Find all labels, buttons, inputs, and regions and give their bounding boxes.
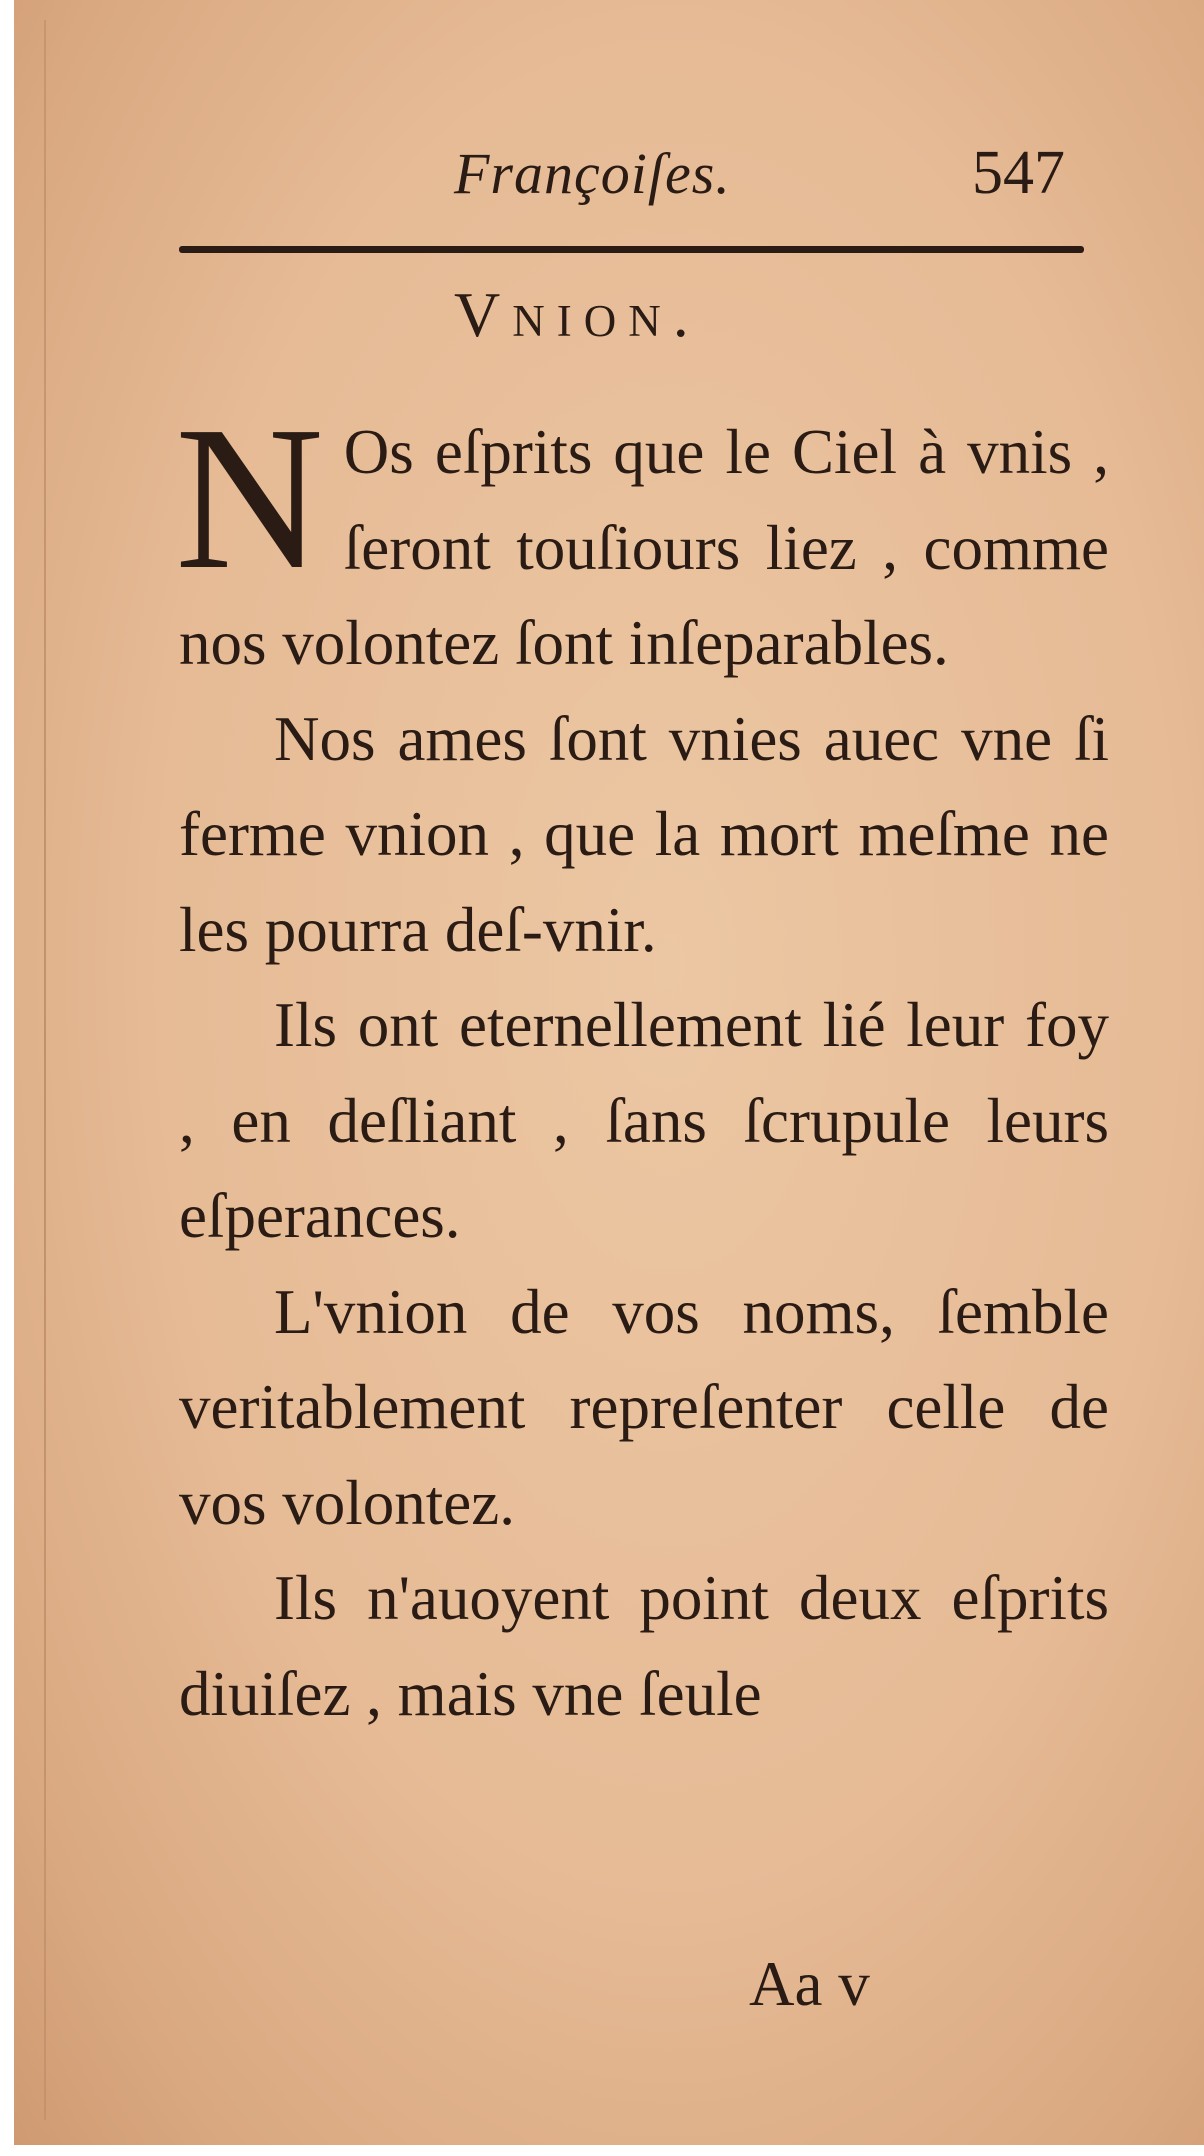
header-rule xyxy=(179,246,1084,253)
page-number: 547 xyxy=(972,139,1065,207)
paragraph-1-text: Os eſprits que le Ciel à vnis , ſeront touſiours liez , comme nos volontez ſont inſeparables. xyxy=(179,417,1109,678)
gutter-edge xyxy=(44,20,46,2120)
paragraph-5: Ils n'auoyent point deux eſprits diuiſez , mais vne ſeule xyxy=(179,1563,1109,1729)
body-text xyxy=(175,383,1109,1742)
catchword: Aa v xyxy=(749,1949,870,2019)
paragraph-2: Nos ames ſont vnies auec vne ſi ferme vnion , que la mort meſme ne les pourra deſ-vnir. xyxy=(179,703,1109,965)
paragraph-4: L'vnion de vos noms, ſemble veritablement repreſenter celle de vos volontez. xyxy=(179,1276,1109,1538)
drop-cap: N xyxy=(175,383,324,612)
running-title: Françoiſes. xyxy=(454,141,731,206)
book-page xyxy=(14,0,1204,2145)
paragraph-3: Ils ont eternellement lié leur foy , en deſliant , ſans ſcrupule leurs eſperances. xyxy=(179,990,1109,1251)
section-title: Vnion. xyxy=(454,279,701,350)
paragraph-1 xyxy=(175,383,1109,692)
